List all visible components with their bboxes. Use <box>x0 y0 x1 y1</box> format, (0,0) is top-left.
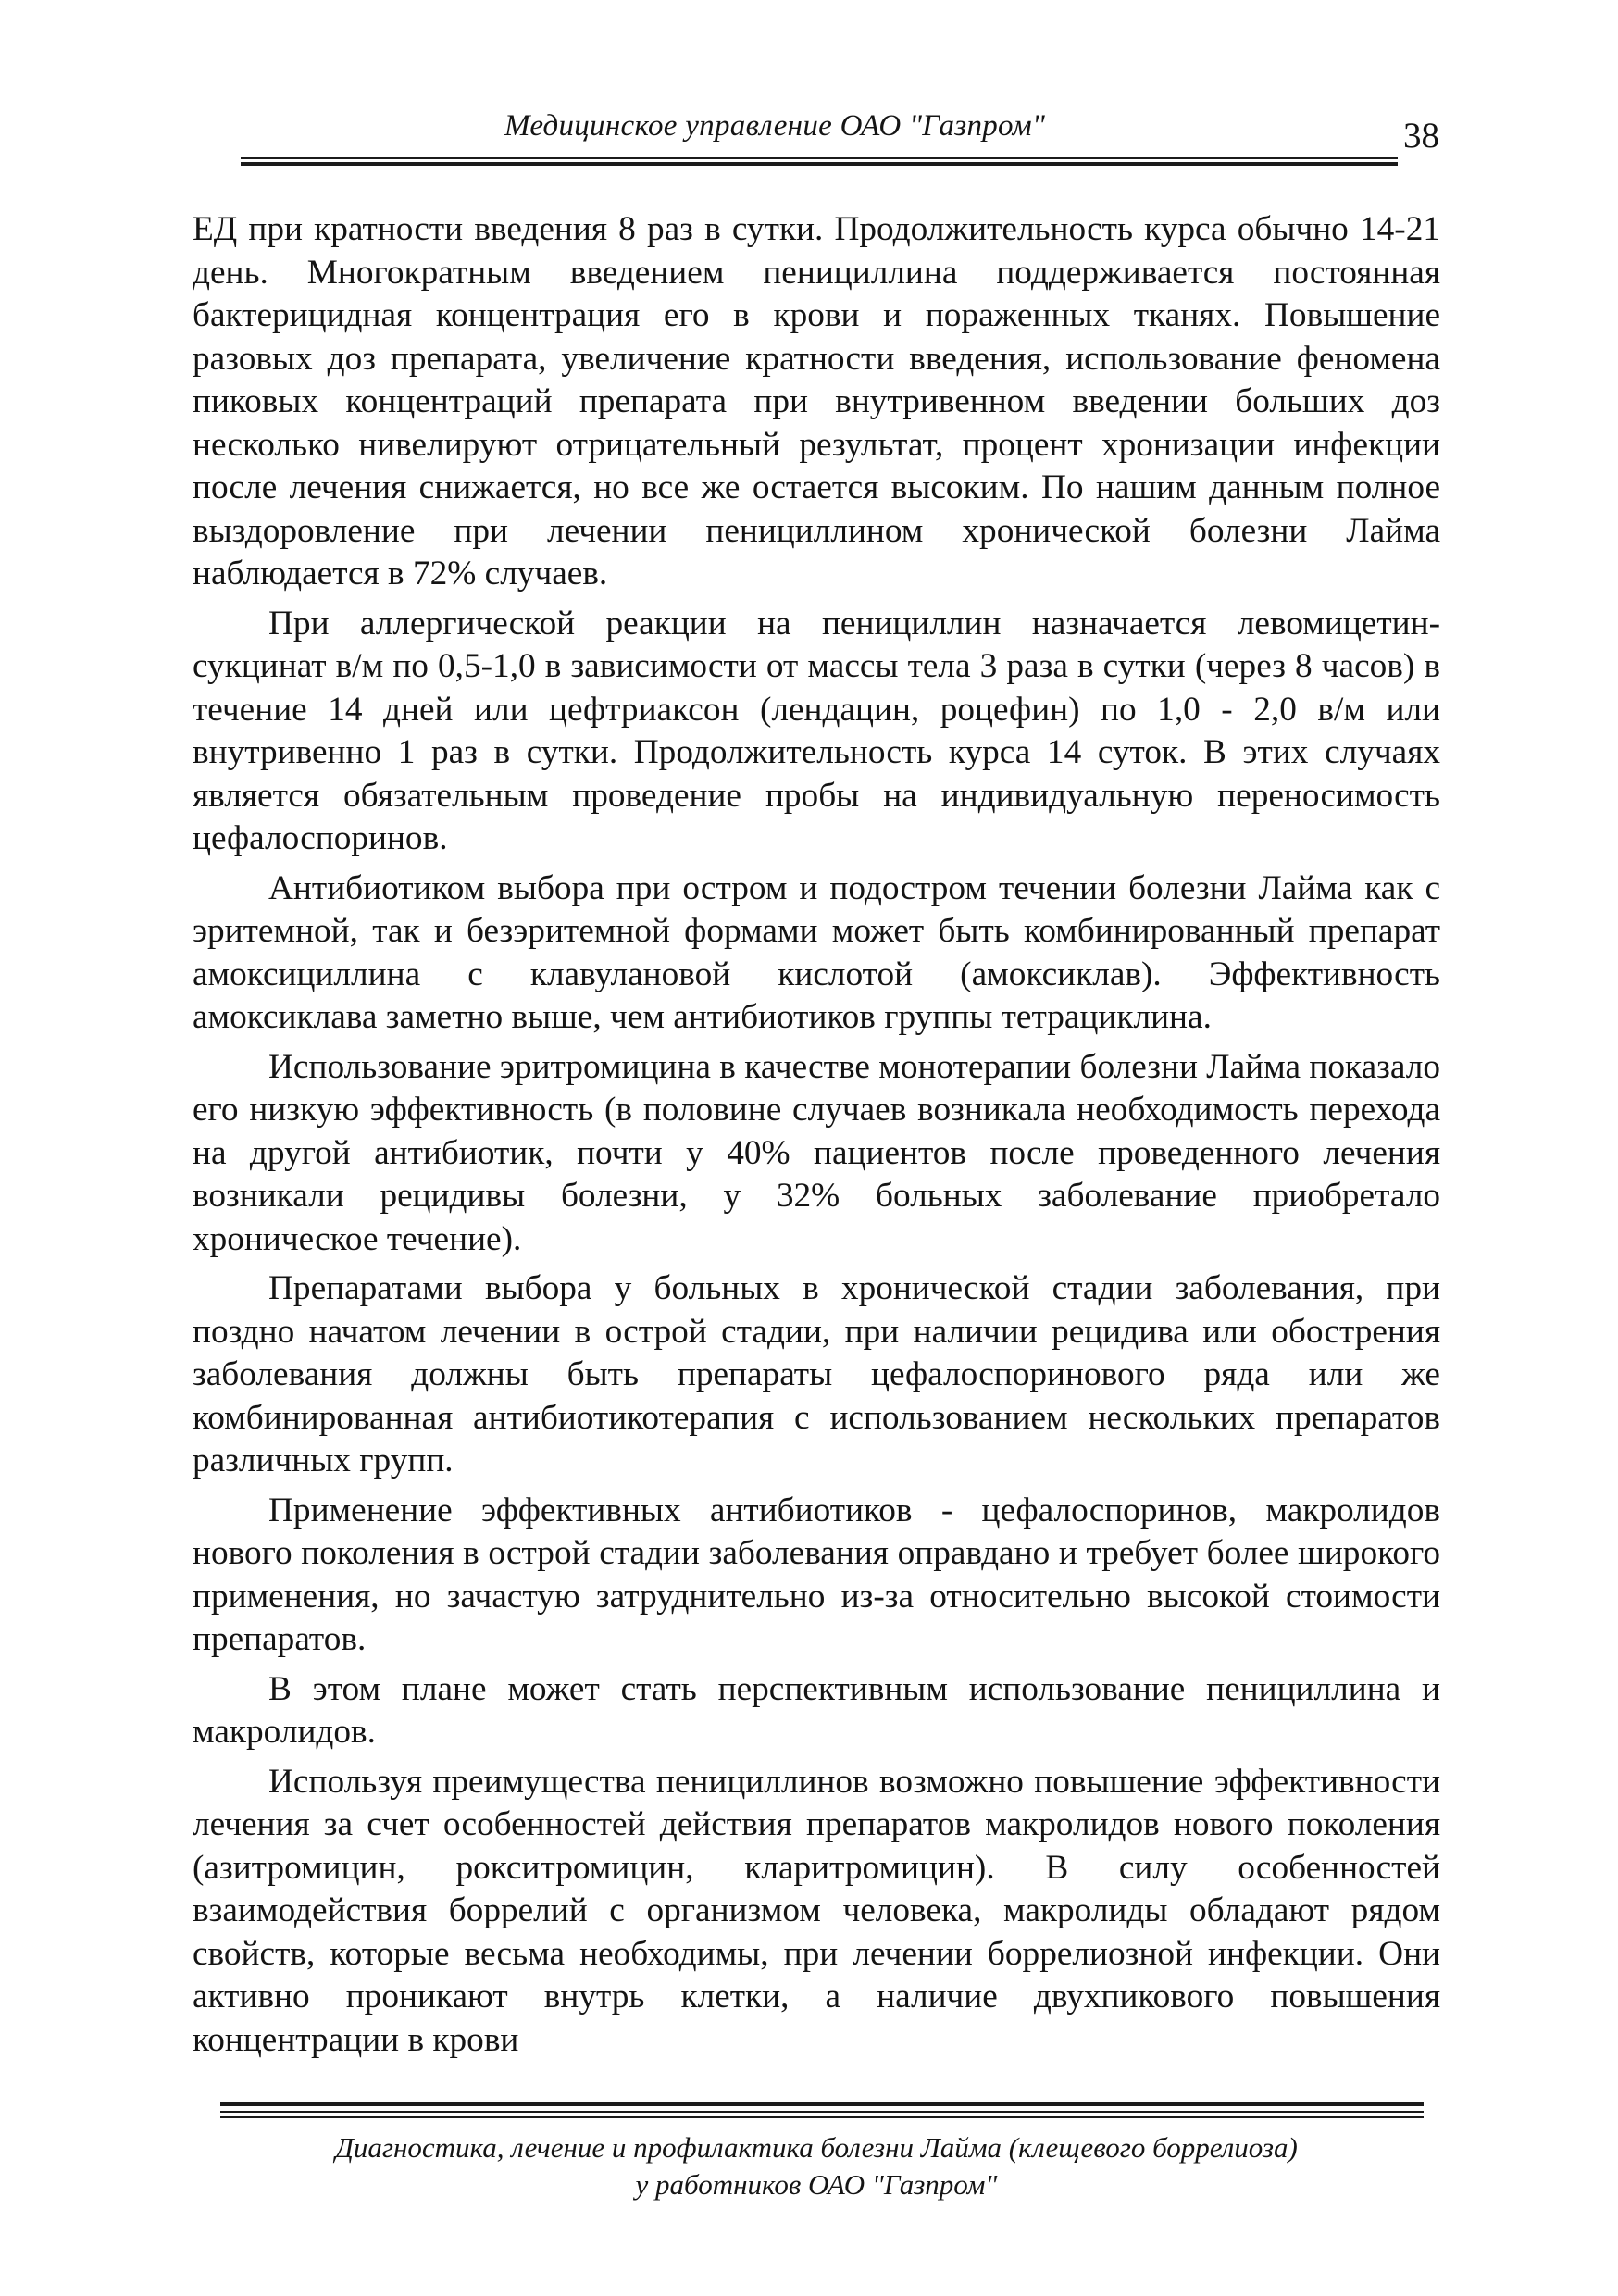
header-rule <box>241 157 1398 159</box>
paragraph-6: Применение эффективных антибиотиков - цефалоспоринов, макролидов нового поколения в острой стадии заболевания оправдано и требует более широкого применения, но зачастую затруднительно из-за относительно высокой стоимости препаратов. <box>193 1491 1440 1658</box>
running-footer <box>193 2129 1440 2203</box>
paragraph-8: Используя преимущества пенициллинов возможно повышение эффективности лечения за счет особенностей действия препаратов макролидов нового поколения (азитромицин, рокситромицин, кларитромицин). В силу особенностей взаимодействия боррелий с организмом человека, макролиды обладают рядом свойств, которые весьма необходимы, при лечении боррелиозной инфекции. Они активно проникают внутрь клетки, а наличие двухпикового повышения концентрации в крови <box>193 1762 1440 2059</box>
footer-line-2: у работников ОАО "Газпром" <box>635 2168 998 2201</box>
running-header <box>190 100 1439 165</box>
footer-rule <box>220 2111 1424 2113</box>
paragraph-5: Препаратами выбора у больных в хронической стадии заболевания, при поздно начатом лечении в острой стадии, при наличии рецидива или обострения заболевания должны быть препараты цефалоспоринового ряда или же комбинированная антибиотикотерапия с использованием нескольких препаратов различных групп. <box>193 1269 1440 1479</box>
body-text <box>193 208 1440 2068</box>
paragraph-4: Использование эритромицина в качестве монотерапии болезни Лайма показало его низкую эффективность (в половине случаев возникала необходимость перехода на другой антибиотик, почти у 40% пациентов после проведенного лечения возникали рецидивы болезни, у 32% больных заболевание приобретало хроническое течение). <box>193 1047 1440 1258</box>
paragraph-2: При аллергической реакции на пенициллин назначается левомицетин-сукцинат в/м по 0,5-1,0 в зависимости от массы тела 3 раза в сутки (через 8 часов) в течение 14 дней или цефтриаксон (лендацин, роцефин) по 1,0 - 2,0 в/м или внутривенно 1 раз в сутки. Продолжительность курса 14 суток. В этих случаях является обязательным проведение пробы на индивидуальную переносимость цефалоспоринов. <box>193 604 1440 857</box>
footer-rule <box>220 2116 1424 2118</box>
footer-line-1: Диагностика, лечение и профилактика болезни Лайма (клещевого боррелиоза) <box>335 2131 1298 2164</box>
footer-rule <box>220 2102 1424 2106</box>
footer-rules <box>220 2102 1424 2124</box>
page-number: 38 <box>1403 116 1439 156</box>
header-title: Медицинское управление ОАО "Газпром" <box>504 109 1046 143</box>
paragraph-3: Антибиотиком выбора при остром и подостром течении болезни Лайма как с эритемной, так и безэритемной формами может быть комбинированный препарат амоксициллина с клавулановой кислотой (амоксиклав). Эффективность амоксиклава заметно выше, чем антибиотиков группы тетрациклина. <box>193 868 1440 1036</box>
paragraph-1: ЕД при кратности введения 8 раз в сутки. Продолжительность курса обычно 14-21 день. Многократным введением пенициллина поддерживается постоянная бактерицидная концентрация его в крови и пораженных тканях. Повышение разовых доз препарата, увеличение кратности введения, использование феномена пиковых концентраций препарата при внутривенном введении больших доз несколько нивелируют отрицательный результат, процент хронизации инфекции после лечения снижается, но все же остается высоким. По нашим данным полное выздоровление при лечении пенициллином хронической болезни Лайма наблюдается в 72% случаев. <box>193 210 1440 593</box>
paragraph-7: В этом плане может стать перспективным использование пенициллина и макролидов. <box>193 1669 1440 1751</box>
header-rule-thick <box>241 162 1398 166</box>
